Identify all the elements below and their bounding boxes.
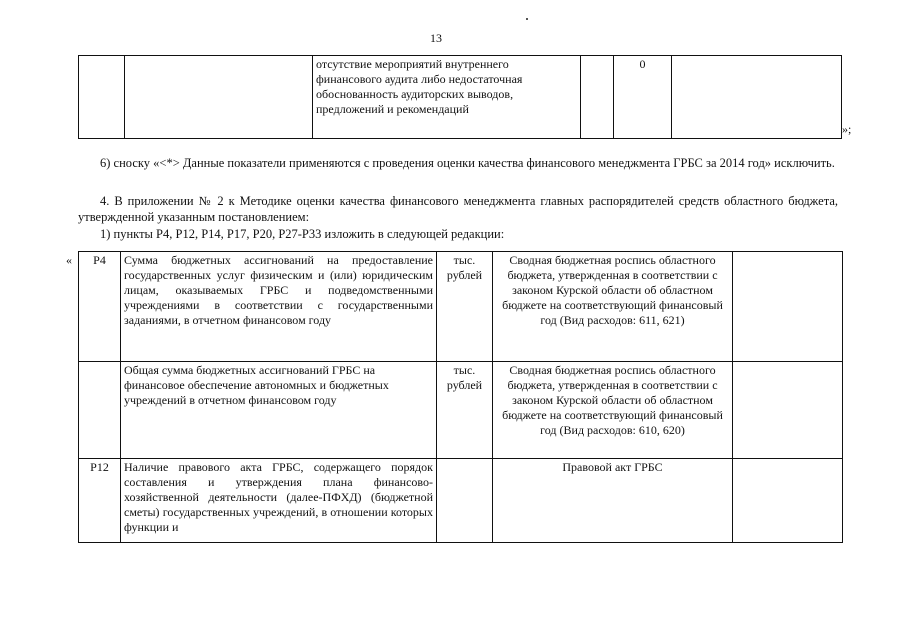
- table-cell: [733, 362, 843, 459]
- criterion-score: 0: [614, 56, 672, 139]
- scan-speck: [526, 18, 528, 20]
- paragraph-items: 1) пункты Р4, Р12, Р14, Р17, Р20, Р27-Р33 изложить в следующей редакции:: [100, 227, 505, 241]
- table-cell: [672, 56, 842, 139]
- table-cell: [125, 56, 313, 139]
- table-row: [79, 459, 843, 543]
- indicator-description: Общая сумма бюджетных ассигнований ГРБС на финансовое обеспечение автономных и бюджетных учреждений в отчетном финансовом году: [121, 362, 437, 459]
- table-cell: [733, 459, 843, 543]
- closing-quote: »;: [842, 122, 852, 136]
- opening-quote: «: [66, 253, 72, 267]
- indicator-code: Р4: [79, 252, 121, 362]
- table-row: [79, 362, 843, 459]
- table-cell: [581, 56, 614, 139]
- indicator-source: Сводная бюджетная роспись областного бюджета, утвержденная в соответствии с законом Курской области об областном бюджете на соответствующий финансовый год (Вид расходов: 610, 620): [493, 362, 733, 459]
- indicator-description: Наличие правового акта ГРБС, содержащего порядок составления и утверждения плана финансово-хозяйственной деятельности (далее-ПФХД) (бюджетной сметы) государственных учреждений, в отношении которых функции и: [121, 459, 437, 543]
- indicator-code: Р12: [79, 459, 121, 543]
- table-cell: [79, 56, 125, 139]
- indicators-table: [78, 251, 843, 543]
- indicator-unit: [437, 459, 493, 543]
- page-number: 13: [430, 31, 442, 45]
- indicator-unit: тыс. рублей: [437, 362, 493, 459]
- indicator-source: Правовой акт ГРБС: [493, 459, 733, 543]
- paragraph-footnote: 6) сноску «<*> Данные показатели применяются с проведения оценки качества финансового менеджмента ГРБС за 2014 год» исключить.: [100, 156, 835, 170]
- indicator-unit: тыс. рублей: [437, 252, 493, 362]
- indicator-source: Сводная бюджетная роспись областного бюджета, утвержденная в соответствии с законом Курской области об областном бюджете на соответствующий финансовый год (Вид расходов: 611, 621): [493, 252, 733, 362]
- criterion-description: отсутствие мероприятий внутреннего финансового аудита либо недостаточная обоснованность аудиторских выводов, предложений и рекомендаций: [313, 56, 581, 139]
- indicator-description: Сумма бюджетных ассигнований на предоставление государственных услуг физическим и (или) юридическим лицам, оказываемых ГРБС и подведомственными учреждениями в соответствии с государственными заданиями, в отчетном финансовом году: [121, 252, 437, 362]
- paragraph-appendix: 4. В приложении № 2 к Методике оценки качества финансового менеджмента главных распорядителей средств областного бюджета, утвержденной указанным постановлением:: [78, 194, 838, 224]
- table-row: [79, 56, 842, 139]
- table-row: [79, 252, 843, 362]
- table-cell: [733, 252, 843, 362]
- table-continuation: [78, 55, 842, 139]
- indicator-code: [79, 362, 121, 459]
